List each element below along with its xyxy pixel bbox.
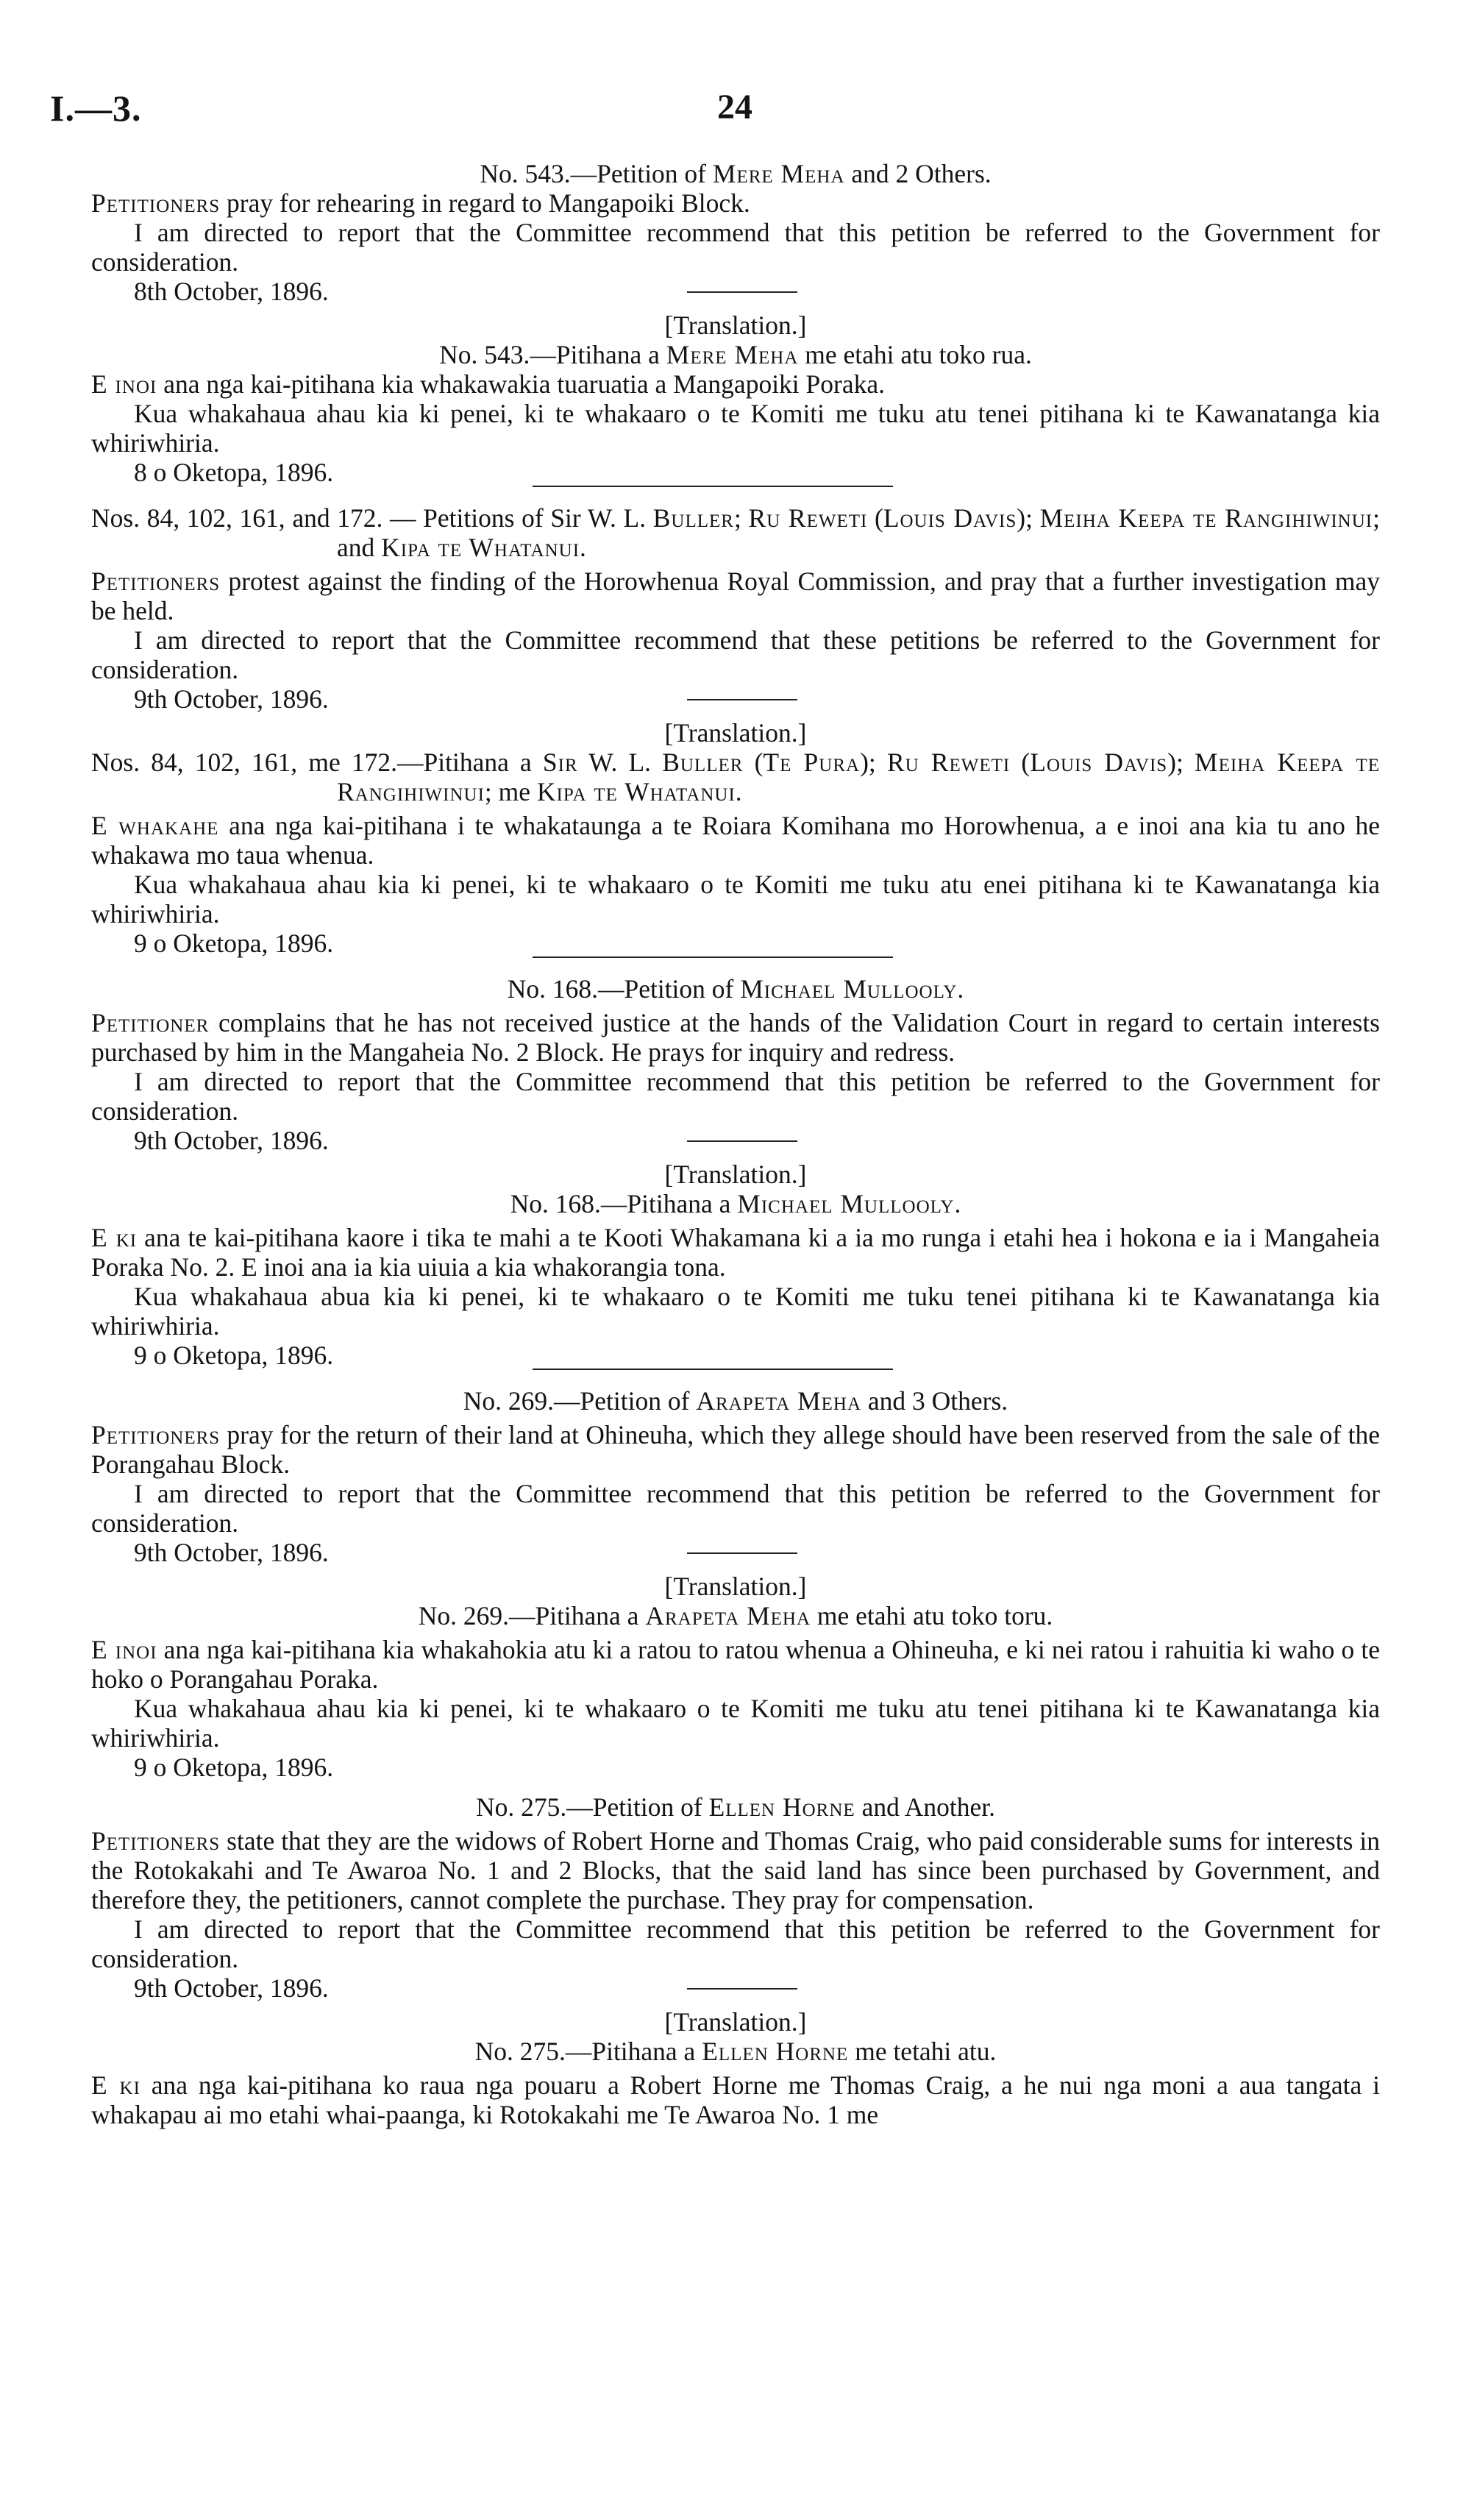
petition-summary: Petitioner complains that he has not received justice at the hands of the Validation Court in regard to certain interests purchased by him in the Mangaheia No. 2 Block. He prays for inquiry and redress. <box>91 1008 1380 1067</box>
petition-summary: Petitioners pray for rehearing in regard to Mangapoiki Block. <box>91 188 750 218</box>
petition-summary: E ki ana te kai-pitihana kaore i tika te mahi a te Kooti Whakamana ki a ia mo runga i etahi hea i hokona e ia i Mangaheia Poraka No. 2. E inoi ana ia kia uiuia a kia whakorangia tona. <box>91 1223 1380 1282</box>
paper-reference: I.—3. <box>50 88 142 129</box>
committee-report: I am directed to report that the Committee recommend that this petition be referred to the Government for consideration. <box>91 1479 1380 1538</box>
short-rule-divider <box>687 1140 797 1142</box>
petition-summary: E ki ana nga kai-pitihana ko raua nga pouaru a Robert Horne me Thomas Craig, a he nui nga moni a aua tangata i whakapau ai mo etahi whai-paanga, ki Rotokakahi me Te Awaroa No. 1 me <box>91 2070 1380 2129</box>
petition-summary: Petitioners state that they are the widows of Robert Horne and Thomas Craig, who paid considerable sums for interests in the Rotokakahi and Te Awaroa No. 1 and 2 Blocks, that the said land has since been purchased by Government, and therefore they, the petitioners, cannot complete the purchase. They pray for compensation. <box>91 1826 1380 1914</box>
date-line <box>91 1973 1380 2003</box>
committee-report: I am directed to report that the Committee recommend that this petition be referred to the Government for consideration. <box>91 1914 1380 1973</box>
translation-label: [Translation.] <box>664 2007 807 2037</box>
committee-report: I am directed to report that the Committee recommend that this petition be referred to the Government for consideration. <box>91 1067 1380 1126</box>
report-date: 9th October, 1896. <box>134 1126 329 1155</box>
date-line <box>91 684 1380 714</box>
translation-label: [Translation.] <box>664 1160 807 1189</box>
report-date: 9th October, 1896. <box>134 684 329 714</box>
committee-report: I am directed to report that the Committee recommend that these petitions be referred to the Government for consideration. <box>91 625 1380 684</box>
report-date: 8th October, 1896. <box>134 277 329 306</box>
committee-report: I am directed to report that the Committee recommend that this petition be referred to the Government for consideration. <box>91 218 1380 277</box>
report-date: 9 o Oketopa, 1896. <box>134 1753 334 1782</box>
committee-report: Kua whakahaua ahau kia ki penei, ki te whakaaro o te Komiti me tuku atu enei pitihana ki te Kawanatanga kia whiriwhiria. <box>91 870 1380 929</box>
report-date: 9th October, 1896. <box>134 1538 329 1567</box>
petition-title: No. 269.—Petition of Arapeta Meha and 3 Others. <box>463 1386 1008 1416</box>
petition-title: No. 543.—Pitihana a Mere Meha me etahi atu toko rua. <box>439 340 1032 369</box>
petition-title: No. 168.—Pitihana a Michael Mullooly. <box>510 1189 961 1218</box>
date-line <box>91 1126 1380 1155</box>
short-rule-divider <box>687 291 797 293</box>
committee-report: Kua whakahaua abua kia ki penei, ki te whakaaro o te Komiti me tuku tenei pitihana ki te Kawanatanga kia whiriwhiria. <box>91 1282 1380 1341</box>
short-rule-divider <box>687 699 797 700</box>
report-date: 9 o Oketopa, 1896. <box>134 929 334 958</box>
petition-title: No. 269.—Pitihana a Arapeta Meha me etahi atu toko toru. <box>418 1601 1053 1630</box>
document-body <box>91 159 1380 2129</box>
petition-title: No. 168.—Petition of Michael Mullooly. <box>507 974 964 1004</box>
petition-summary: Petitioners protest against the finding of the Horowhenua Royal Commission, and pray that a further investigation may be held. <box>91 567 1380 625</box>
translation-label: [Translation.] <box>664 718 807 748</box>
date-line <box>91 1341 1380 1370</box>
petition-title: No. 543.—Petition of Mere Meha and 2 Others. <box>480 159 992 188</box>
translation-label: [Translation.] <box>664 1572 807 1601</box>
report-date: 9 o Oketopa, 1896. <box>134 1341 334 1370</box>
committee-report: Kua whakahaua ahau kia ki penei, ki te whakaaro o te Komiti me tuku atu tenei pitihana ki te Kawanatanga kia whiriwhiria. <box>91 1694 1380 1753</box>
date-line <box>91 277 1380 306</box>
date-line <box>91 458 1380 487</box>
short-rule-divider <box>687 1552 797 1554</box>
committee-report: Kua whakahaua ahau kia ki penei, ki te whakaaro o te Komiti me tuku atu tenei pitihana ki te Kawanatanga kia whiriwhiria. <box>91 399 1380 458</box>
petition-summary: E whakahe ana nga kai-pitihana i te whakataunga a te Roiara Komihana mo Horowhenua, a e inoi ana kia tu ano he whakawa mo taua whenua. <box>91 811 1380 870</box>
petition-title: Nos. 84, 102, 161, and 172. — Petitions of Sir W. L. Buller; Ru Reweti (Louis Davis); Meiha Keepa te Rangihiwinui; and Kipa te Whatanui. <box>91 503 1380 562</box>
petition-summary: E inoi ana nga kai-pitihana kia whakawakia tuaruatia a Mangapoiki Poraka. <box>91 369 885 399</box>
page-number: 24 <box>717 88 752 127</box>
report-date: 8 o Oketopa, 1896. <box>134 458 334 487</box>
page-header <box>0 87 1477 131</box>
report-date: 9th October, 1896. <box>134 1973 329 2003</box>
petition-title: Nos. 84, 102, 161, me 172.—Pitihana a Sir W. L. Buller (Te Pura); Ru Reweti (Louis Davis); Meiha Keepa te Rangihiwinui; me Kipa te Whatanui. <box>91 748 1381 806</box>
section-rule-divider <box>533 1369 893 1370</box>
petition-title: No. 275.—Pitihana a Ellen Horne me tetahi atu. <box>474 2037 997 2066</box>
section-rule-divider <box>533 486 893 487</box>
translation-label: [Translation.] <box>664 310 807 340</box>
date-line <box>91 929 1380 958</box>
petition-summary: Petitioners pray for the return of their land at Ohineuha, which they allege should have been reserved from the sale of the Porangahau Block. <box>91 1420 1380 1479</box>
short-rule-divider <box>687 1988 797 1990</box>
section-rule-divider <box>533 956 893 958</box>
petition-summary: E inoi ana nga kai-pitihana kia whakahokia atu ki a ratou to ratou whenua a Ohineuha, e ki nei ratou i rahuitia ki waho o te hoko o Porangahau Poraka. <box>91 1635 1380 1694</box>
date-line <box>91 1538 1380 1567</box>
petition-title: No. 275.—Petition of Ellen Horne and Another. <box>476 1792 995 1822</box>
